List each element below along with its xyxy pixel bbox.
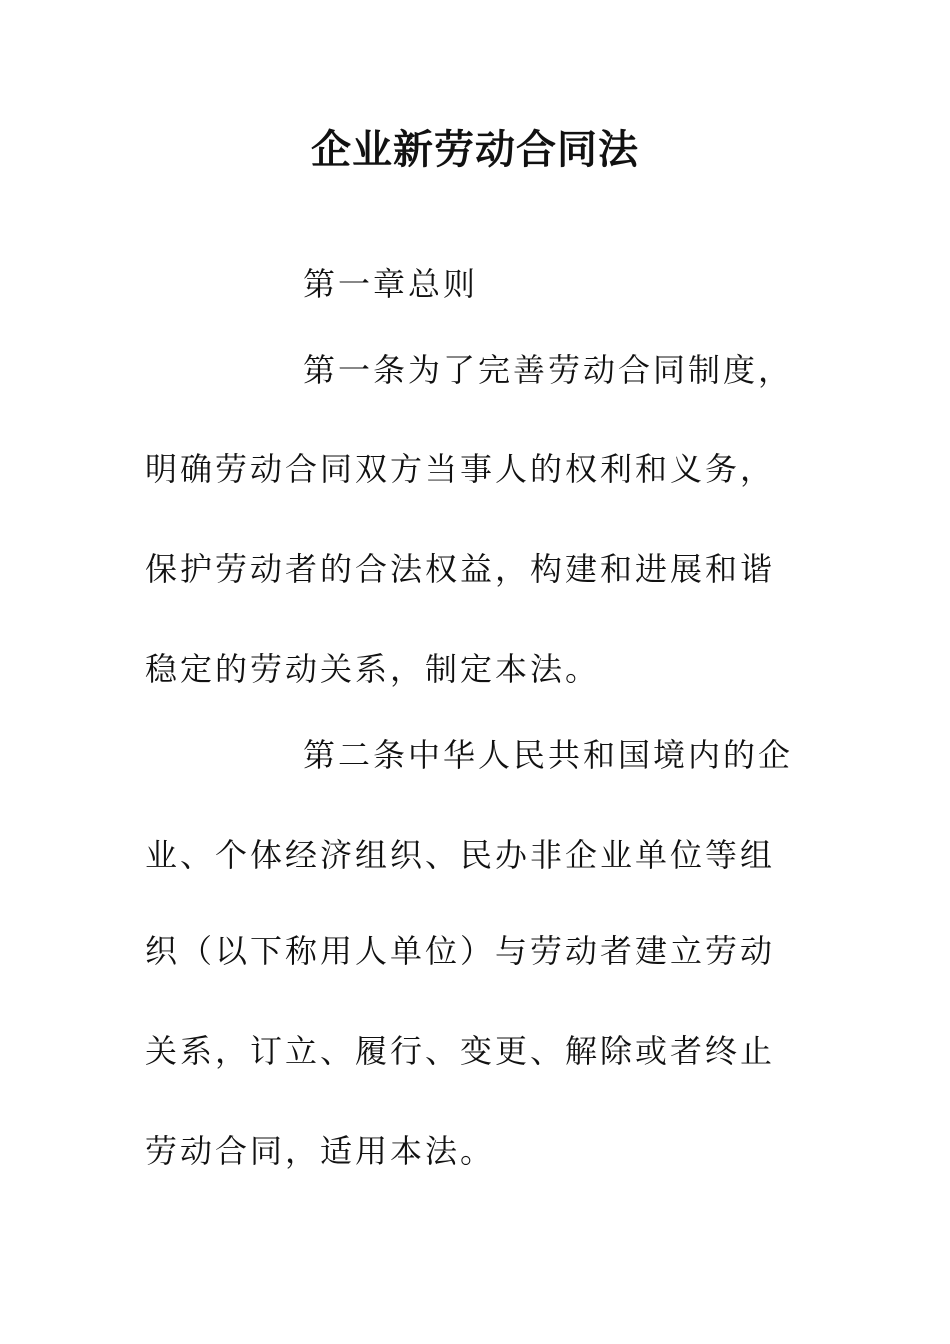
document-title: 企业新劳动合同法 [311, 126, 639, 173]
article-2-line-1: 第二条中华人民共和国境内的企 [303, 736, 794, 774]
article-2-line-4: 关系，订立、履行、变更、解除或者终止 [145, 1032, 776, 1070]
article-2-line-3: 织（以下称用人单位）与劳动者建立劳动 [145, 932, 776, 970]
article-1-line-2: 明确劳动合同双方当事人的权利和义务， [145, 450, 776, 488]
chapter-heading: 第一章总则 [303, 265, 479, 303]
article-2-line-5: 劳动合同，适用本法。 [145, 1132, 496, 1170]
article-2-line-2: 业、个体经济组织、民办非企业单位等组 [145, 836, 776, 874]
article-1-line-1: 第一条为了完善劳动合同制度， [303, 351, 794, 389]
article-1-line-3: 保护劳动者的合法权益，构建和进展和谐 [145, 550, 776, 588]
article-1-line-4: 稳定的劳动关系，制定本法。 [145, 650, 601, 688]
